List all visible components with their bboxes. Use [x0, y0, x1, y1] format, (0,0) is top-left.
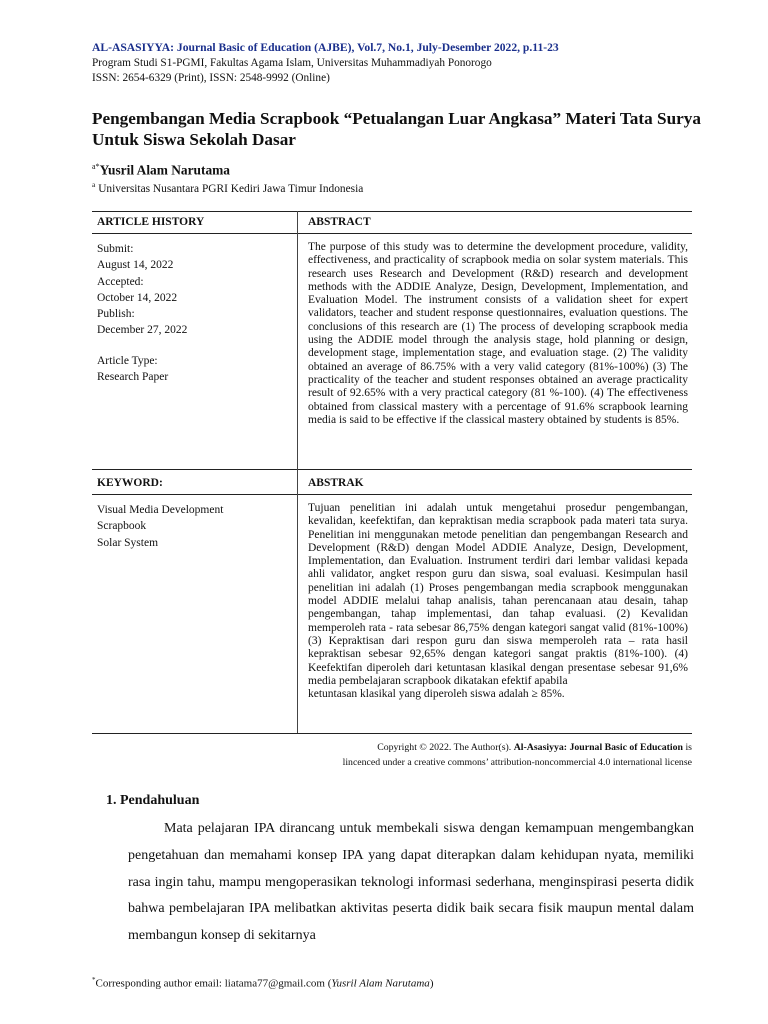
keyword-item: Visual Media Development [97, 504, 224, 516]
author-superscript: a* [92, 162, 100, 171]
introduction-paragraph: Mata pelajaran IPA dirancang untuk membekali siswa dengan kemampuan mengembangkan pengetahuan dan memahami konsep IPA yang dapat diterapkan dalam kehidupan nyata, memiliki rasa ingin tahu, mampu mengoperasikan teknologi informasi sederhana, menginspirasi peserta didik bahwa pembelajaran IPA melibatkan aktivitas peserta didik baik secara fisik maupun mental dalam membangun konsep di sekitarnya [128, 821, 694, 944]
table-top-rule [92, 211, 692, 212]
column-divider-bottom [297, 469, 298, 733]
footnote-close: ) [429, 977, 434, 990]
copyright-prefix: Copyright © 2022. The Author(s). [377, 742, 514, 753]
publish-label: Publish: [97, 308, 135, 321]
article-type-label: Article Type: [97, 354, 158, 367]
submit-date: August 14, 2022 [97, 259, 174, 272]
history-heading-rule [92, 233, 692, 234]
section-heading-pendahuluan: 1. Pendahuluan [106, 793, 200, 808]
abstrak-text: Tujuan penelitian ini adalah untuk mengetahui prosedur pengembangan, kevalidan, keefektifan, dan kepraktisan media scrapbook pada materi tata surya. Penelitian ini menggunakan metode penelitian dan pengembangan Research and Development (R&D) dengan Model ADDIE Analyze, Design, Development, Implementation, dan Evaluation. Instrument terdiri dari lembar validasi kepada ahli validator, angket respon guru dan siswa, soal evaluasi. Kesimpulan hasil penelitian ini adalah (1) Proses pengembangan media scrapbook menggunakan model ADDIE melalui tahap analisis, tahan perencanaan atau desain, tahap pengembangan, tahap implementasi, dan tahap evaluasi. (2) Kevalidan memperoleh rata - rata sebesar 86,75% dengan kategori sangat valid (81%-100%) (3) Kepraktisan dari respon guru dan siswa memperoleh rata – rata hasil kepraktisan sebesar 92,65% dengan kategori sangat praktis (81%-100). (4) Keefektifan diperoleh dari ketuntasan klasikal dengan presentase sebesar 91,6% media pembelajaran scrapbook dikatakan efektif apabila [308, 502, 688, 687]
abstrak-last-line: ketuntasan klasikal yang diperoleh siswa adalah ≥ 85%. [308, 688, 565, 701]
journal-header: AL-ASASIYYA: Journal Basic of Education (AJBE), Vol.7, No.1, July-Desember 2022, p.11-23 [92, 41, 559, 54]
license-line: lincenced under a creative commons’ attribution-noncommercial 4.0 international license [342, 756, 692, 768]
keyword-item: Scrapbook [97, 520, 147, 533]
accepted-date: October 14, 2022 [97, 291, 178, 304]
introduction-body [128, 816, 694, 950]
affiliation-superscript: a [92, 180, 96, 189]
keyword-list [97, 502, 223, 551]
submit-label: Submit: [97, 243, 134, 255]
article-title: Pengembangan Media Scrapbook “Petualangan Luar Angkasa” Materi Tata Surya Untuk Siswa Sekolah Dasar [92, 109, 701, 149]
abstract-heading: ABSTRACT [308, 216, 371, 228]
author-line [92, 162, 230, 178]
abstract-bottom-rule [92, 469, 692, 470]
keyword-heading-rule [92, 494, 692, 495]
abstrak-body [308, 502, 688, 701]
publish-date: December 27, 2022 [97, 324, 188, 337]
abstract-text: The purpose of this study was to determine the development procedure, validity, effectiveness, and practicality of scrapbook media on solar system materials. This research uses Research and Development (R&D) research and development methods with the ADDIE Analyze, Design, Development, Implementation, and Evaluation Model. The instrument consists of a validation sheet for expert validators, teacher and student response questionnaires, evaluation questions. The conclusions of this research are (1) The process of developing scrapbook media using the ADDIE model through the analysis stage, hold planning or design, development stage, implementation stage, and evaluation stage. (2) The validity obtained an average of 86.75% with a very valid category (81%-100%) (3) The practicality of the teacher and student responses obtained an average practicality result of 92.65% with a very practical category (81 %-100). (4) The effectiveness obtained from classical mastery with a percentage of 91.6% scrapbook learning media is said to be effective if the classical mastery obtained by students is 85%. [308, 241, 688, 426]
corresponding-author-footnote [92, 976, 433, 990]
article-type-value: Research Paper [97, 371, 169, 384]
keyword-item: Solar System [97, 536, 159, 549]
keyword-heading: KEYWORD: [97, 477, 163, 489]
affiliation-line [92, 180, 363, 195]
issn-line: ISSN: 2654-6329 (Print), ISSN: 2548-9992 (Online) [92, 72, 330, 84]
copyright-notice [343, 741, 692, 770]
footnote-marker: * [92, 976, 96, 984]
program-affiliation-line: Program Studi S1-PGMI, Fakultas Agama Islam, Universitas Muhammadiyah Ponorogo [92, 57, 492, 69]
column-divider-top [297, 211, 298, 469]
accepted-label: Accepted: [97, 275, 144, 288]
footnote-author-name: Yusril Alam Narutama [331, 977, 430, 990]
table-bottom-rule [92, 733, 692, 734]
abstrak-heading: ABSTRAK [308, 477, 364, 489]
footnote-text: Corresponding author email: liatama77@gmail.com ( [95, 977, 332, 990]
copyright-suffix: is [683, 742, 692, 753]
copyright-journal: Al-Asasiyya: Journal Basic of Education [513, 742, 684, 753]
article-history-heading: ARTICLE HISTORY [97, 216, 205, 228]
author-name: Yusril Alam Narutama [99, 162, 231, 178]
article-history [97, 241, 187, 385]
affiliation-text: Universitas Nusantara PGRI Kediri Jawa Timur Indonesia [98, 182, 364, 195]
